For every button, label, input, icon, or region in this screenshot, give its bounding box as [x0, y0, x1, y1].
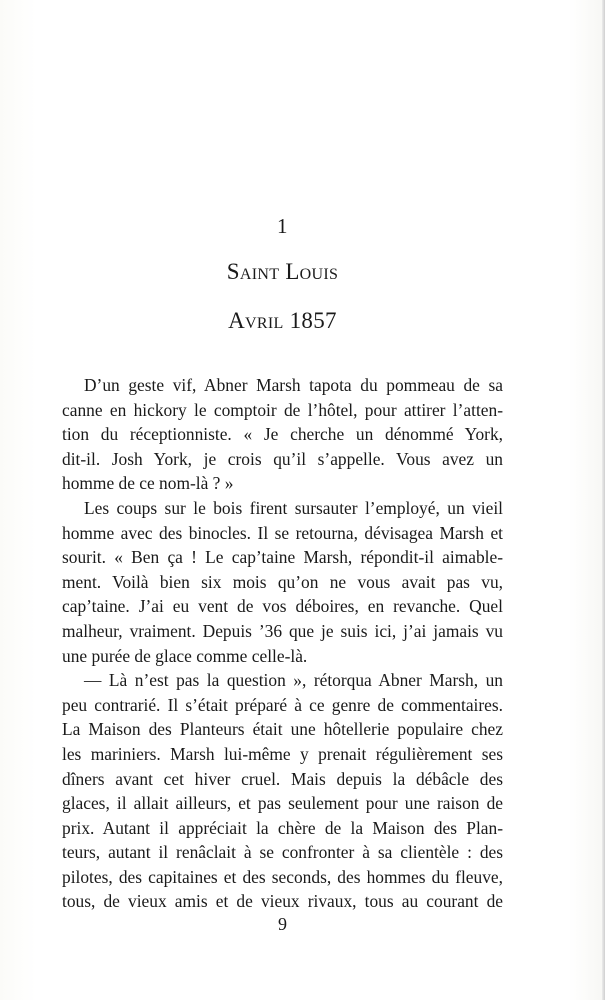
text-line: tous, de vieux amis et de vieux rivaux, tous au courant de — [62, 891, 503, 912]
text-line: — Là n’est pas la question », rétorqua Abner Marsh, un — [84, 670, 503, 691]
chapter-date-heading: Avril 1857 — [228, 308, 337, 333]
text-line: teurs, autant il renâclait à se confronter à sa clientèle : des — [62, 842, 503, 863]
text-line: cap’taine. J’ai eu vent de vos déboires, en revanche. Quel — [62, 596, 503, 617]
page-number: 9 — [278, 914, 287, 934]
text-line: D’un geste vif, Abner Marsh tapota du pommeau de sa — [84, 375, 503, 395]
text-line: dit-il. Josh York, je crois qu’il s’appelle. Vous avez un — [62, 448, 503, 469]
text-line: une purée de glace comme celle-là. — [62, 645, 308, 666]
text-line: malheur, vraiment. Depuis ’36 que je suis ici, j’ai jamais vu — [62, 620, 503, 641]
text-line: prix. Autant il appréciait la chère de la Maison des Plan- — [62, 817, 503, 838]
text-line: les mariniers. Marsh lui-même y prenait régulièrement ses — [62, 743, 503, 764]
text-line: peu contrarié. Il s’était préparé à ce genre de commentaires. — [62, 694, 503, 715]
text-line: homme avec des binocles. Il se retourna, dévisagea Marsh et — [62, 522, 503, 543]
text-line: Les coups sur le bois firent sursauter l’employé, un vieil — [84, 497, 503, 518]
text-line: La Maison des Planteurs était une hôtellerie populaire chez — [62, 719, 503, 740]
text-line: ment. Voilà bien six mois qu’on ne vous avait pas vu, — [62, 571, 503, 592]
chapter-body-text — [62, 373, 503, 914]
chapter-place-heading: Saint Louis — [226, 259, 339, 284]
text-line: dîners avant cet hiver cruel. Mais depuis la débâcle des — [62, 768, 503, 789]
text-line: sourit. « Ben ça ! Le cap’taine Marsh, répondit-il aimable- — [62, 547, 503, 568]
text-line: pilotes, des capitaines et des seconds, des hommes du fleuve, — [62, 866, 503, 887]
text-line: glaces, il allait ailleurs, et pas seulement pour une raison de — [62, 793, 503, 814]
chapter-number: 1 — [277, 214, 288, 238]
text-line: tion du réceptionniste. « Je cherche un dénommé York, — [62, 424, 503, 445]
text-line: homme de ce nom-là ? » — [62, 473, 234, 494]
text-line: canne en hickory le comptoir de l’hôtel, pour attirer l’atten- — [62, 399, 503, 420]
